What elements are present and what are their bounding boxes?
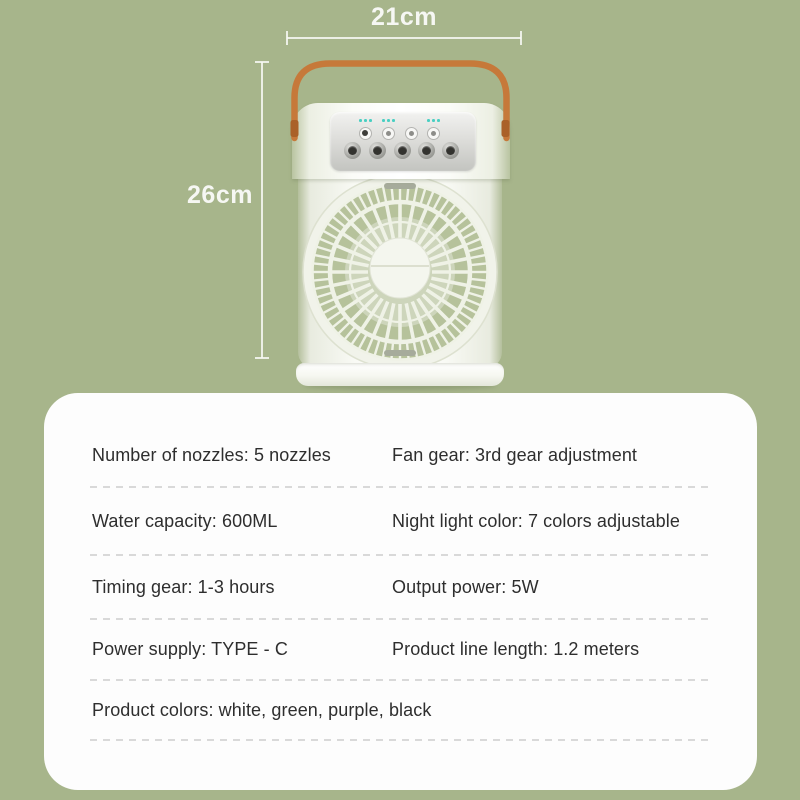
height-dimension-tick-bottom [255, 357, 269, 359]
spec-value: Number of nozzles: 5 nozzles [92, 444, 331, 465]
carry-handle [0, 0, 800, 200]
spec-value: Product line length: 1.2 meters [392, 639, 640, 659]
spec-row [90, 555, 711, 619]
spec-value: Water capacity: 600ML [92, 510, 278, 531]
spec-value: Power supply: TYPE - C [92, 639, 288, 659]
spec-row [90, 680, 711, 740]
product-base [296, 363, 504, 386]
spec-row [90, 619, 711, 680]
spec-value: Output power: 5W [392, 576, 539, 597]
spec-value: Timing gear: 1-3 hours [92, 576, 275, 597]
dashed-divider [90, 739, 711, 741]
spec-card [44, 393, 757, 790]
height-dimension-label: 26cm [187, 181, 253, 209]
spec-value: Night light color: 7 colors adjustable [392, 510, 680, 531]
width-dimension-label: 21cm [371, 3, 437, 31]
spec-row [90, 487, 711, 555]
spec-value: Product colors: white, green, purple, black [92, 699, 432, 720]
spec-row [90, 423, 711, 487]
spec-value: Fan gear: 3rd gear adjustment [392, 444, 638, 465]
